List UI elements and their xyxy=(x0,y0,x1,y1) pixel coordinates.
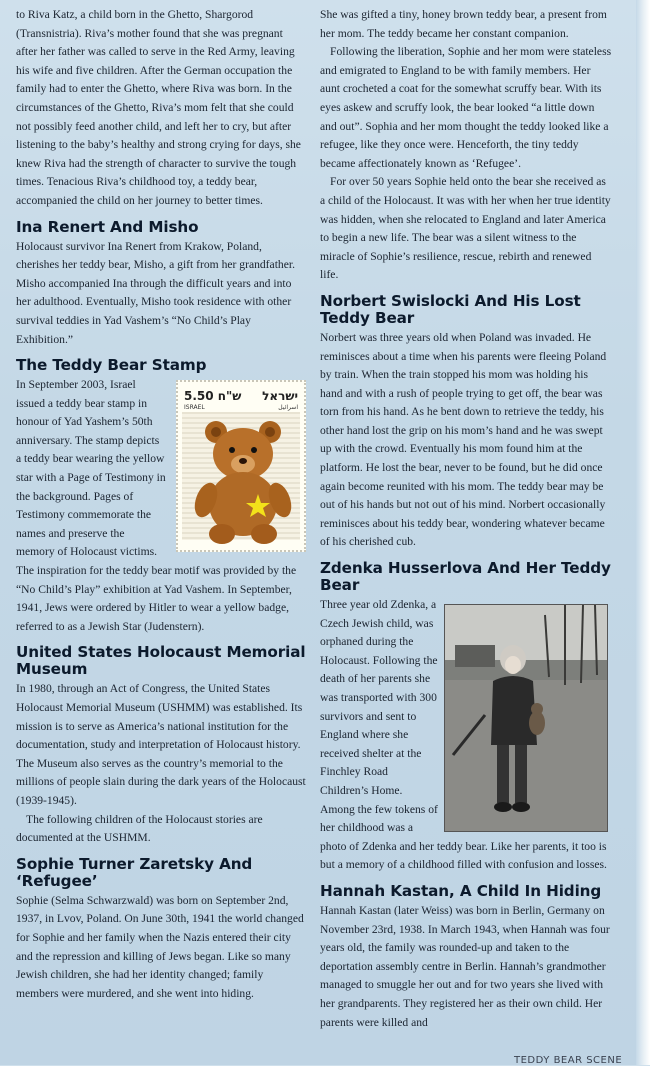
stamp-country-ar: اسرائيل xyxy=(278,404,298,412)
ushmm-text: In 1980, through an Act of Congress, the United States Holocaust Memorial Museum (USHMM) was established. Its mission is to serve as America’s national institution for the documentation, study and interpretation of Holocaust history. The Museum also serves as the country’s memorial to the millions of people slain during the dark years of the Holocaust (1939-1945). xyxy=(16,682,306,807)
page-edge xyxy=(636,0,650,1065)
ina-heading: Ina Renert And Misho xyxy=(16,217,199,236)
zdenka-heading: Zdenka Husserlova And Her Teddy Bear xyxy=(320,559,611,595)
footer-magazine-title: TEDDY BEAR SCENE xyxy=(514,1055,623,1066)
zdenka-text: Three year old Zdenka, a Czech Jewish child, was orphaned during the Holocaust. Following the death of her parents she was transported with 300 survivors and sent to England where she received shelter at the Finchley Road Children’s Home. Among the few tokens of her childhood was a photo of Zdenka and her teddy bear. Like her parents, it too is but a memory of a childhood filled with confusion and losses. xyxy=(320,598,607,872)
teddy-bear-icon xyxy=(188,418,298,546)
sophie-continued-text-2: Following the liberation, Sophie and her mom were stateless and emigrated to England to be with family members. Her aunt crocheted a coat for the somewhat scruffy bear. With its eyes askew and scruffy look, the bear looked “a little down and out”. Sophia and her mom thought the teddy looked like a refugee, like they once were. Henceforth, the tiny teddy became affectionately known as ‘Refugee’. xyxy=(320,45,612,170)
norbert-heading: Norbert Swislocki And His Lost Teddy Bear xyxy=(320,291,581,327)
sophie-text: Sophie (Selma Schwarzwald) was born on September 2nd, 1937, in Lvov, Poland. On June 30th, 1941 the world changed for Sophie and her family when the Nazis entered their city and the repression and killing of Jews began. Like so many Jewish children, she had her identity changed; family members were murdered, and she went into hiding. xyxy=(16,893,304,1000)
stamp-country: ישראל xyxy=(262,389,298,404)
stamp-text: In September 2003, Israel issued a teddy bear stamp in honour of Yad Yashem’s 50th anniversary. The stamp depicts a teddy bear wearing the yellow star with a Page of Testimony in the background. Pages of Testimony commemorate the names and preserve the memory of Holocaust victims. The inspiration for the teddy bear motif was provided by the “No Child’s Play” exhibition at Yad Vashem. In September, 1941, Jews were ordered by Hitler to wear a yellow badge, referred to as a Jewish Star (Judenstern). xyxy=(16,378,297,633)
child-with-teddy-photo-icon xyxy=(445,605,607,831)
stamp-country-en: ISRAEL xyxy=(184,404,205,412)
hannah-heading: Hannah Kastan, A Child In Hiding xyxy=(320,881,602,900)
ushmm-text-2: The following children of the Holocaust stories are documented at the USHMM. xyxy=(16,812,263,845)
ina-text: Holocaust survivor Ina Renert from Krakow, Poland, cherishes her teddy bear, Misho, a gift from her grandfather. Misho accompanied Ina through the difficult years and into her adulthood. Eventually, Misho took residence with other survival teddies in Yad Vashem’s “No Child’s Play Exhibition.” xyxy=(16,239,295,346)
stamp-heading: The Teddy Bear Stamp xyxy=(16,356,207,375)
sophie-heading: Sophie Turner Zaretsky And ‘Refugee’ xyxy=(16,854,253,890)
teddy-bear-stamp-image xyxy=(176,380,306,552)
sophie-continued-text: She was gifted a tiny, honey brown teddy bear, a present from her mom. The teddy became her constant companion. xyxy=(320,8,607,40)
riva-story-text: to Riva Katz, a child born in the Ghetto, Shargorod (Transnistria). Riva’s mother found that she was pregnant after her father was called to serve in the Red Army, leaving his wife and five children. After the German occupation the family had to enter the Ghetto, where Riva was born. In the circumstances of the Ghetto, Riva’s mom felt that she could not possibly feed another child, and left her to cry, but after listening to the baby’s healthy and strong crying for days, she knew Riva had the strength of character to survive the tough times. Tenacious Riva’s childhood toy, a teddy bear, accompanied the child on her journey to better times. xyxy=(16,8,301,207)
ushmm-heading: United States Holocaust Memorial Museum xyxy=(16,643,306,679)
norbert-text: Norbert was three years old when Poland was invaded. He reminisces about a time when his parents were fleeing Poland by train. When the train stopped his mom was holding his hand and with a rush of people trying to get off, the bear was torn from his hand. As he bent down to retrieve the teddy, his other hand lost the grip on his mom’s hand and he was swept up with the crowd. Eventually his mom found him at the platform. He lost the bear, never to be found, but he did once again become reunited with his mom. The teddy bear may be out of his hands but not out of his mind. Norbert occasionally reminisces about his teddy bear, wondering whatever became of his cherished cub. xyxy=(320,330,607,549)
right-column xyxy=(320,6,612,1032)
left-column xyxy=(16,6,306,1003)
stamp-value: 5.50 ש"ח xyxy=(184,389,242,404)
sophie-continued-text-3: For over 50 years Sophie held onto the bear she received as a child of the Holocaust. It was with her when her true identity was hidden, when she relocated to England and later America to begin a new life. The bear was a silent witness to the miracle of Sophie’s resilience, rescue, rebirth and renewed life. xyxy=(320,175,611,282)
zdenka-photo xyxy=(444,604,608,832)
hannah-text: Hannah Kastan (later Weiss) was born in Berlin, Germany on November 23rd, 1938. In March 1943, when Hannah was four years old, the family was rounded-up and taken to the deportation assembly centre in Berlin. Hannah’s grandmother managed to smuggle her out and for two years she lived with her grandparents. They registered her as their own child. Her parents were killed and xyxy=(320,903,610,1029)
